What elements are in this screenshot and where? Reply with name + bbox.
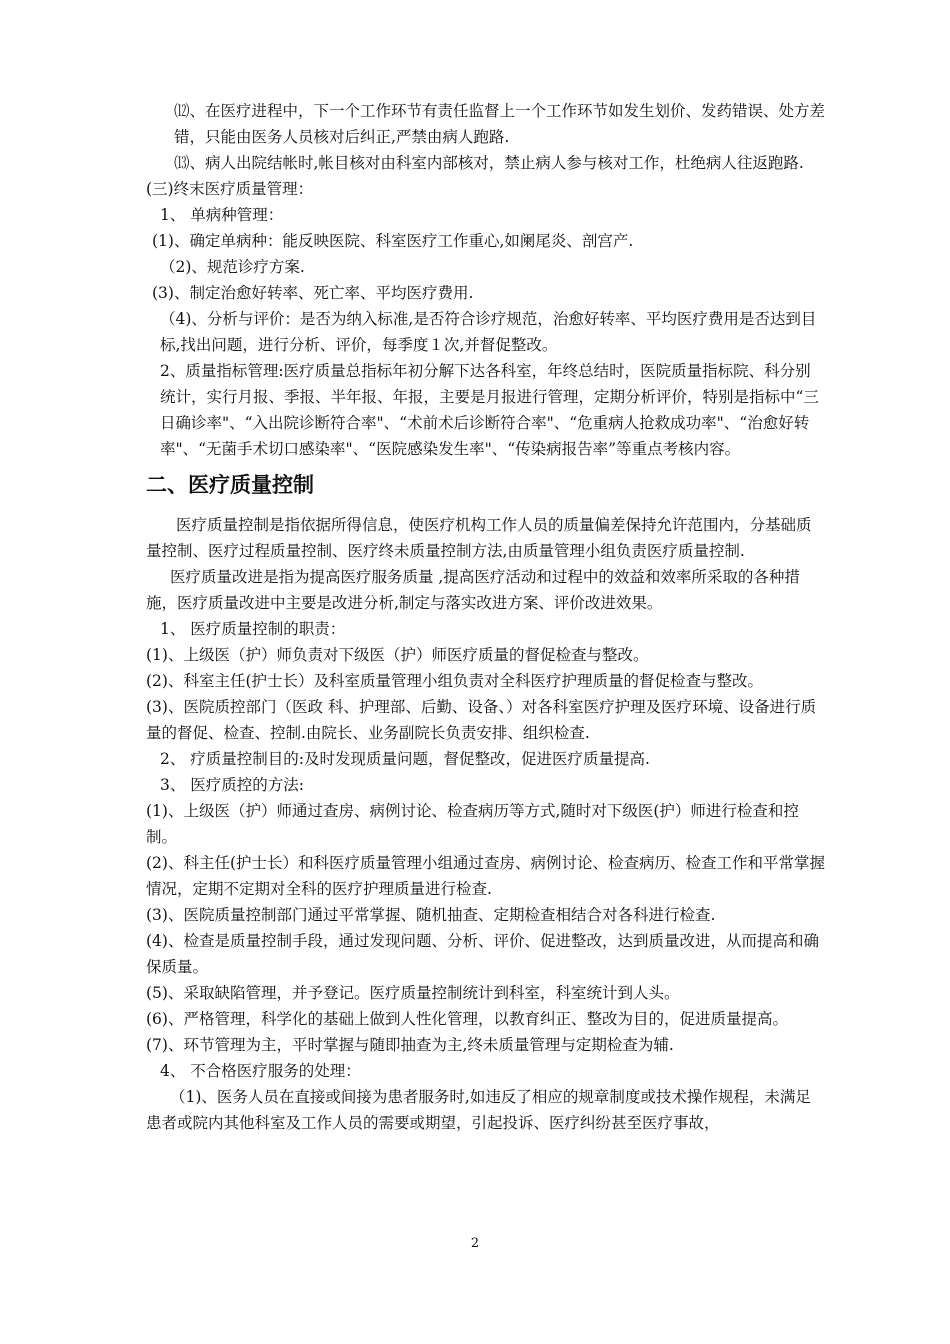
list-heading-1: 1、 单病种管理： [160, 206, 284, 224]
list-heading-2: 2、质量指标管理:医疗质量总指标年初分解下达各科室，年终总结时，医院质量指标院、科分别统计，实行月报、季报、半年报、年报，主要是月报进行管理，定期分析评价，特别是指标中“三日确诊率"、“入出院诊断符合率"、“术前术后诊断符合率"、“危重病人抢救成功率"、“治愈好转率"、“无菌手术切口感染率"、“医院感染发生率"、“传染病报告率”等重点考核内容。 [160, 362, 819, 458]
section-heading: 二、医疗质量控制 [146, 473, 314, 497]
body-paragraph: 医疗质量改进是指为提高医疗服务质量 ,提高医疗活动和过程中的效益和效率所采取的各种措施，医疗质量改进中主要是改进分析,制定与落实改进方案、评价改进效果。 [146, 568, 800, 612]
list-item: (1)、确定单病种：能反映医院、科室医疗工作重心,如阑尾炎、剖宫产. [152, 232, 634, 250]
body-paragraph: 医疗质量控制是指依据所得信息，使医疗机构工作人员的质量偏差保持允许范围内，分基础质量控制、医疗过程质量控制、医疗终未质量控制方法,由质量管理小组负责医疗质量控制. [146, 516, 812, 560]
list-heading-3: 3、 医疗质控的方法: [160, 776, 305, 794]
list-item: (3)、医院质量控制部门通过平常掌握、随机抽查、定期检查相结合对各科进行检查. [146, 906, 716, 924]
list-heading-1: 1、 医疗质量控制的职责： [160, 620, 346, 638]
list-item: (2)、科主任(护士长）和科医疗质量管理小组通过查房、病例讨论、检查病历、检查工作和平常掌握情况，定期不定期对全科的医疗护理质量进行检查. [146, 854, 826, 898]
list-item: (7)、环节管理为主，平时掌握与随即抽查为主,终未质量管理与定期检查为辅. [146, 1036, 674, 1054]
page-number: 2 [470, 1236, 480, 1251]
section-subheading: (三)终末医疗质量管理： [146, 180, 314, 198]
list-heading-2: 2、 疗质量控制目的:及时发现质量问题，督促整改，促进医疗质量提高. [160, 750, 650, 768]
list-item: （4)、分析与评价：是否为纳入标准,是否符合诊疗规范，治愈好转率、平均医疗费用是否达到目标,找出问题，进行分析、评价，每季度１次,并督促整改。 [160, 310, 817, 354]
list-item: (1)、上级医（护）师负责对下级医（护）师医疗质量的督促检查与整改。 [146, 646, 649, 664]
list-item: （1)、医务人员在直接或间接为患者服务时,如违反了相应的规章制度或技术操作规程，未满足患者或院内其他科室及工作人员的需要或期望，引起投诉、医疗纠纷甚至医疗事故， [146, 1088, 811, 1132]
paragraph-item-13: ⒀、病人出院结帐时,帐目核对由科室内部核对，禁止病人参与核对工作，杜绝病人往返跑路. [174, 154, 804, 172]
list-item: (3)、制定治愈好转率、死亡率、平均医疗费用. [152, 284, 474, 302]
list-heading-4: 4、 不合格医疗服务的处理： [160, 1062, 361, 1080]
page-content [146, 98, 826, 1136]
list-item: (2)、科室主任(护士长）及科室质量管理小组负责对全科医疗护理质量的督促检查与整改。 [146, 672, 764, 690]
list-item: (1)、上级医（护）师通过查房、病例讨论、检查病历等方式,随时对下级医(护）师进行检查和控制。 [146, 802, 799, 846]
list-item: （2)、规范诊疗方案. [160, 258, 305, 276]
list-item: (5)、采取缺陷管理，并予登记。医疗质量控制统计到科室，科室统计到人头。 [146, 984, 680, 1002]
list-item: (6)、严格管理，科学化的基础上做到人性化管理，以教育纠正、整改为目的，促进质量提高。 [146, 1010, 788, 1028]
list-item: (4)、检查是质量控制手段，通过发现问题、分析、评价、促进整改，达到质量改进，从而提高和确保质量。 [146, 932, 819, 976]
list-item: (3)、医院质控部门（医政 科、护理部、后勤、设备、）对各科室医疗护理及医疗环境、设备进行质量的督促、检查、控制.由院长、业务副院长负责安排、组织检查. [146, 698, 817, 742]
paragraph-item-12: ⑿、在医疗进程中，下一个工作环节有责任监督上一个工作环节如发生划价、发药错误、处方差错，只能由医务人员核对后纠正,严禁由病人跑路. [174, 102, 826, 146]
